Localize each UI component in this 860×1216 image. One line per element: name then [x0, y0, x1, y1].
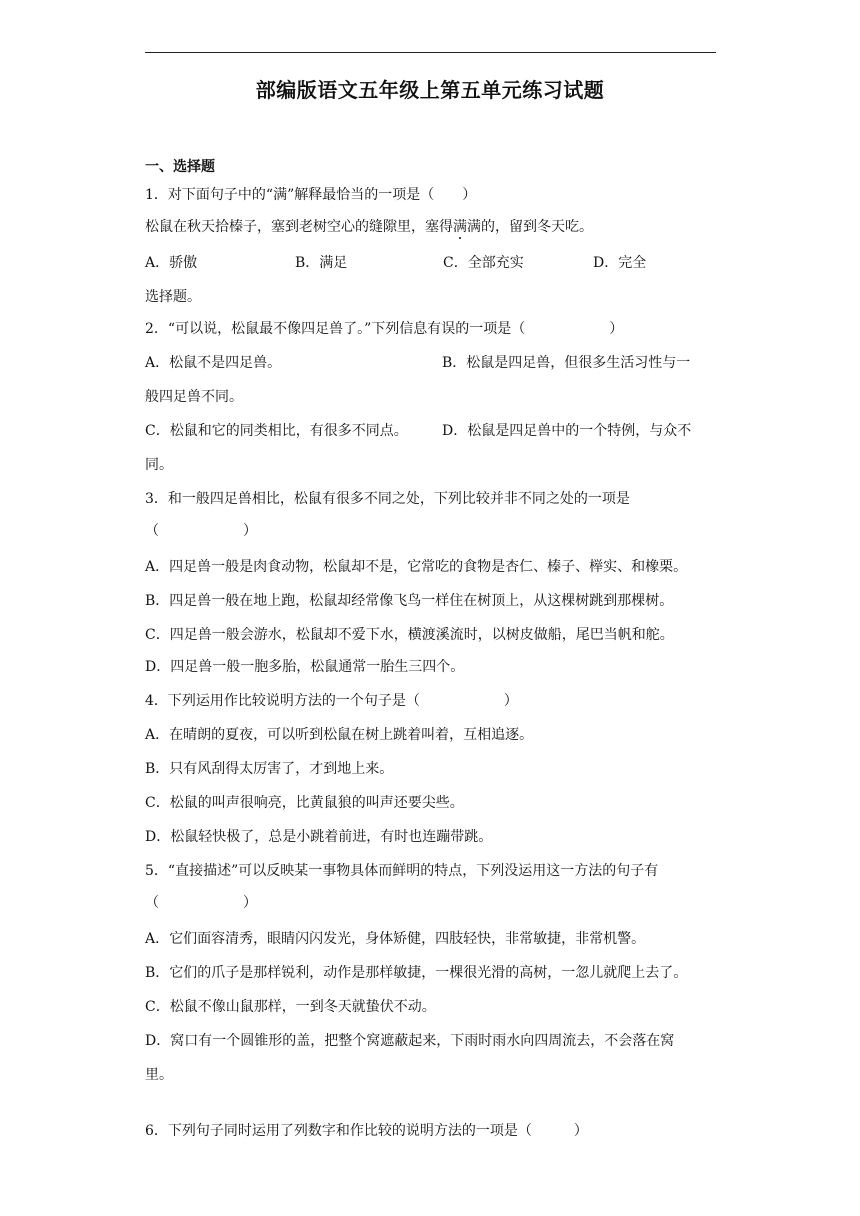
question-5-option-c: C．松鼠不像山鼠那样，一到冬天就蛰伏不动。 [145, 999, 436, 1015]
question-2-stem: 2．“可以说，松鼠最不像四足兽了。”下列信息有误的一项是（ ） [145, 321, 624, 337]
question-2-options-row-1 [145, 353, 720, 373]
question-4-option-d: D．松鼠轻快极了，总是小跳着前进，有时也连蹦带跳。 [145, 829, 493, 845]
question-3-answer-blank: （ ） [145, 523, 257, 539]
question-4-option-b: B．只有风刮得太厉害了，才到地上来。 [145, 761, 394, 777]
question-1-option-a: A．骄傲 [145, 255, 198, 271]
question-1-option-d: D．完全 [593, 255, 647, 271]
question-5-answer-blank: （ ） [145, 895, 257, 911]
question-3-stem: 3．和一般四足兽相比，松鼠有很多不同之处，下列比较并非不同之处的一项是 [145, 491, 630, 507]
question-3-option-c: C．四足兽一般会游水，松鼠却不爱下水，横渡溪流时，以树皮做船，尾巴当帆和舵。 [145, 627, 674, 643]
question-2-option-b: B．松鼠是四足兽，但很多生活习性与一 [442, 355, 691, 371]
question-1-stem: 1．对下面句子中的“满”解释最恰当的一项是（ ） [145, 187, 477, 203]
question-3-option-d: D．四足兽一般一胞多胎，松鼠通常一胎生三四个。 [145, 659, 465, 675]
question-5-option-a: A．它们面容清秀，眼睛闪闪发光，身体矫健，四肢轻快，非常敏捷，非常机警。 [145, 931, 646, 947]
question-1-sentence-pre: 松鼠在秋天拾榛子，塞到老树空心的缝隙里，塞得 [145, 219, 453, 235]
question-3-option-b: B．四足兽一般在地上跑，松鼠却经常像飞鸟一样住在树顶上，从这棵树跳到那棵树。 [145, 593, 674, 609]
question-2-option-b-continued: 般四足兽不同。 [145, 389, 243, 405]
section-note: 选择题。 [145, 289, 201, 305]
question-4-option-a: A．在晴朗的夏夜，可以听到松鼠在树上跳着叫着，互相追逐。 [145, 727, 534, 743]
question-4-stem: 4．下列运用作比较说明方法的一个句子是（ ） [145, 693, 518, 709]
question-1-sentence [145, 217, 720, 237]
question-5-option-d: D．窝口有一个圆锥形的盖，把整个窝遮蔽起来，下雨时雨水向四周流去，不会落在窝 [145, 1033, 675, 1049]
question-6-stem: 6．下列句子同时运用了列数字和作比较的说明方法的一项是（ ） [145, 1123, 588, 1139]
question-5-option-b: B．它们的爪子是那样锐利，动作是那样敏捷，一棵很光滑的高树，一忽儿就爬上去了。 [145, 965, 688, 981]
question-1-option-c: C．全部充实 [443, 255, 524, 271]
page-title: 部编版语文五年级上第五单元练习试题 [255, 78, 605, 102]
question-2-option-c: C．松鼠和它的同类相比，有很多不同点。 [145, 423, 408, 439]
question-5-option-d-continued: 里。 [145, 1067, 173, 1083]
section-heading: 一、选择题 [145, 159, 215, 175]
question-1-options [145, 253, 720, 273]
header-rule [145, 52, 716, 53]
question-1-option-b: B．满足 [295, 255, 348, 271]
question-2-option-d: D．松鼠是四足兽中的一个特例，与众不 [442, 423, 692, 439]
question-1-sentence-post: 满的，留到冬天吃。 [467, 219, 593, 235]
question-4-option-c: C．松鼠的叫声很响亮，比黄鼠狼的叫声还要尖些。 [145, 795, 464, 811]
question-5-stem: 5．“直接描述”可以反映某一事物具体而鲜明的特点，下列没运用这一方法的句子有 [145, 863, 659, 879]
question-2-option-a: A．松鼠不是四足兽。 [145, 355, 282, 371]
question-3-option-a: A．四足兽一般是肉食动物，松鼠却不是，它常吃的食物是杏仁、榛子、榉实、和橡栗。 [145, 559, 688, 575]
question-1-emphasized-char: 满 [453, 219, 467, 235]
question-2-option-d-continued: 同。 [145, 457, 173, 473]
question-2-options-row-2 [145, 421, 720, 441]
